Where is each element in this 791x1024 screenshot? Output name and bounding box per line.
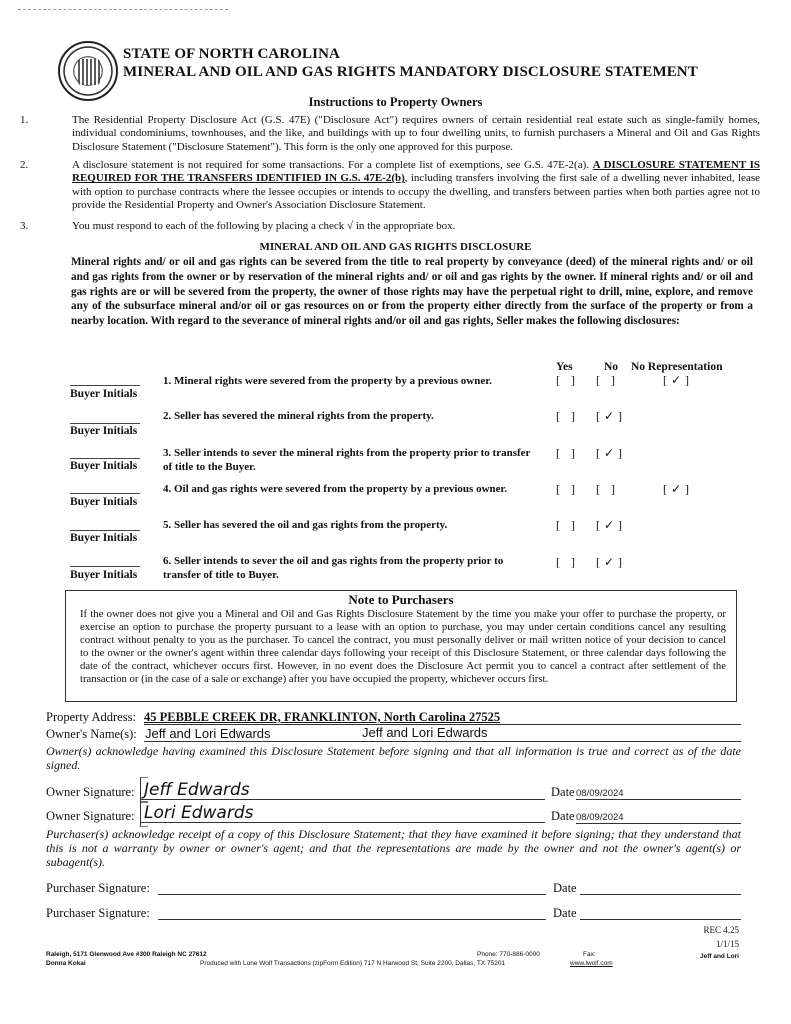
- purchaser-acknowledgement: Purchaser(s) acknowledge receipt of a copy of this Disclosure Statement; that they have examined it before signing; that they understand that this is not a warranty by owner or owner's agent; and that the representations are made by the owner and not the owner's agent(s) or subagent(s).: [46, 827, 741, 869]
- note-heading: Note to Purchasers: [348, 592, 454, 607]
- buyer-initials-label: Buyer Initials: [70, 532, 138, 544]
- note-body: If the owner does not give you a Mineral and Oil and Gas Rights Disclosure Statement by the time you make your offer to purchase the property, or exercise an option to purchase the property pursuant to a lease with an option to purchase, you may under certain conditions cancel any resulting contract without penalty to you as the purchaser. To cancel the contract, you must personally deliver or mail written notice of your decision to cancel to the owner or the owner's agent within three calendar days following your receipt of this Disclosure Statement, or three calendar days following the date of the contract, whichever occurs first. However, in no event does the Disclosure Act permit you to cancel a contract after settlement of the transaction or (in the case of a sale or exchange) after you have occupied the property, whichever occurs first.: [80, 608, 726, 686]
- website-link[interactable]: www.lwolf.com: [570, 960, 613, 967]
- state-seal-icon: [58, 41, 118, 101]
- buyer-initials-label: Buyer Initials: [70, 460, 138, 472]
- buyer-initials-line-2[interactable]: [70, 423, 140, 424]
- q5-no-checkbox[interactable]: [✓]: [596, 518, 627, 532]
- buyer-initials-line-5[interactable]: [70, 530, 140, 531]
- owner-date-field-2[interactable]: 08/09/2024: [576, 807, 741, 824]
- q6-no-checkbox[interactable]: [✓]: [596, 555, 627, 569]
- buyer-initials-label: Buyer Initials: [70, 388, 138, 400]
- instruction-item-2: 2. A disclosure statement is not required for some transactions. For a complete list of exemptions, see G.S. 47E-2(a). A DISCLOSURE STATEMENT IS REQUIRED FOR THE TRANSFERS IDENTIFIED IN G.S. 47E-2(b), including transfers involving the first sale of a dwelling never inhabited, lease with option to purchase contracts where the lessee occupies or intends to occupy the dwelling, and transfers between parties when both parties agree not to provide the Residential Property and Owner's Association Disclosure Statement.: [20, 159, 760, 211]
- q4-no-rep-checkbox[interactable]: [✓]: [663, 482, 694, 496]
- purchaser-date-label-1: Date: [553, 881, 577, 895]
- buyer-initials-label: Buyer Initials: [70, 425, 138, 437]
- q5-yes-checkbox[interactable]: [ ]: [556, 518, 579, 532]
- q2-no-checkbox[interactable]: [✓]: [596, 409, 627, 423]
- buyer-initials-line-4[interactable]: [70, 493, 140, 494]
- property-address-label: Property Address:: [46, 710, 136, 724]
- buyer-initials-line-3[interactable]: [70, 458, 140, 459]
- date-label-1: Date: [551, 785, 575, 799]
- column-no: No: [604, 361, 619, 373]
- q6-yes-checkbox[interactable]: [ ]: [556, 555, 579, 569]
- note-to-purchasers-box: [65, 590, 737, 702]
- purchaser-signature-label-2: Purchaser Signature:: [46, 906, 150, 920]
- instructions-heading: Instructions to Property Owners: [308, 95, 483, 109]
- form-date: 1/1/15: [715, 939, 739, 949]
- question-4: 4. Oil and gas rights were severed from the property by a previous owner.: [163, 483, 508, 495]
- column-yes: Yes: [556, 361, 573, 373]
- question-3: 3. Seller intends to sever the mineral rights from the property prior to transfer of title to the Buyer.: [163, 447, 531, 473]
- agent-name: Donna Kokai: [46, 960, 86, 967]
- owner-signature-field-1[interactable]: Jeff Edwards: [140, 780, 545, 800]
- purchaser-date-field-2[interactable]: [580, 905, 741, 920]
- owner-acknowledgement: Owner(s) acknowledge having examined this Disclosure Statement before signing and that all information is true and correct as of the date signed.: [46, 744, 741, 772]
- buyer-initials-line-6[interactable]: [70, 566, 140, 567]
- fax: Fax:: [583, 951, 596, 958]
- q1-yes-checkbox[interactable]: [ ]: [556, 373, 579, 387]
- q1-no-checkbox[interactable]: [ ]: [596, 373, 619, 387]
- document-title: MINERAL AND OIL AND GAS RIGHTS MANDATORY DISCLOSURE STATEMENT: [123, 64, 698, 80]
- file-name: Jeff and Lori: [699, 953, 739, 960]
- buyer-initials-label: Buyer Initials: [70, 569, 138, 581]
- disclosure-heading: MINERAL AND OIL AND GAS RIGHTS DISCLOSURE: [259, 241, 532, 253]
- office-address: Raleigh, 5171 Glenwood Ave #300 Raleigh NC 27612: [46, 951, 207, 958]
- q4-yes-checkbox[interactable]: [ ]: [556, 482, 579, 496]
- purchaser-date-label-2: Date: [553, 906, 577, 920]
- owners-name-label: Owner's Name(s):: [46, 727, 137, 741]
- owner-date-field-1[interactable]: 08/09/2024: [576, 783, 741, 800]
- buyer-initials-line-1[interactable]: [70, 385, 140, 386]
- question-5: 5. Seller has severed the oil and gas rights from the property.: [163, 519, 448, 531]
- property-address-field[interactable]: 45 PEBBLE CREEK DR, FRANKLINTON, North Carolina 27525: [144, 708, 741, 725]
- owner-signature-field-2[interactable]: Lori Edwards: [140, 803, 545, 823]
- owner-signature-label-2: Owner Signature:: [46, 809, 135, 823]
- question-2: 2. Seller has severed the mineral rights from the property.: [163, 410, 434, 422]
- disclosure-body: Mineral rights and/ or oil and gas rights can be severed from the title to real property by conveyance (deed) of the mineral rights and/ or oil and gas rights from the owner or by reservation of the mineral rights and/ or oil and gas rights by the owner. If mineral rights and/ or oil and gas rights are or will be severed from the property, the owner of those rights may have the perpetual right to drill, mine, explore, and remove any of the subsurface mineral and/or oil or gas resources on or from the property either directly from the surface of the property or from a nearby location. With regard to the severance of mineral rights and/or oil and gas rights, Seller makes the following disclosures:: [71, 256, 753, 328]
- question-1: 1. Mineral rights were severed from the property by a previous owner.: [163, 375, 492, 387]
- q3-no-checkbox[interactable]: [✓]: [596, 446, 627, 460]
- scan-artifact-line: [18, 9, 228, 10]
- question-6: 6. Seller intends to sever the oil and gas rights from the property prior to transfer of title to Buyer.: [163, 555, 504, 581]
- column-no-representation: No Representation: [631, 361, 723, 373]
- purchaser-signature-field-2[interactable]: [158, 905, 546, 920]
- statute-reference-link: A DISCLOSURE STATEMENT IS REQUIRED FOR THE TRANSFERS IDENTIFIED IN G.S. 47E-2(b): [72, 159, 760, 185]
- phone: Phone: 770-886-0000: [477, 951, 540, 958]
- purchaser-signature-field-1[interactable]: [158, 880, 546, 895]
- purchaser-date-field-1[interactable]: [580, 880, 741, 895]
- form-code: REC 4.25: [703, 925, 739, 935]
- q3-yes-checkbox[interactable]: [ ]: [556, 446, 579, 460]
- instruction-item-3: 3. You must respond to each of the following by placing a check √ in the appropriate box.: [20, 220, 456, 232]
- q4-no-checkbox[interactable]: [ ]: [596, 482, 619, 496]
- owners-name-field[interactable]: Jeff and Lori Edwards Jeff and Lori Edwards: [144, 725, 741, 742]
- instruction-item-1: 1. The Residential Property Disclosure Act (G.S. 47E) ("Disclosure Act") requires owners of certain residential real estate such as single-family homes, individual condominiums, townhouses, and the like, and buildings with up to four dwelling units, to furnish purchasers a Mineral and Oil and Gas Rights Disclosure Statement ("Disclosure Statement"). This form is the only one approved for this purpose.: [20, 114, 760, 153]
- q1-no-rep-checkbox[interactable]: [✓]: [663, 373, 694, 387]
- date-label-2: Date: [551, 809, 575, 823]
- purchaser-signature-label-1: Purchaser Signature:: [46, 881, 150, 895]
- document-title-state: STATE OF NORTH CAROLINA: [123, 46, 340, 62]
- owner-signature-label-1: Owner Signature:: [46, 785, 135, 799]
- buyer-initials-label: Buyer Initials: [70, 496, 138, 508]
- q2-yes-checkbox[interactable]: [ ]: [556, 409, 579, 423]
- produced-by: Produced with Lone Wolf Transactions (zipForm Edition) 717 N Harwood St, Suite 2200, Dallas, TX 75201: [200, 960, 506, 967]
